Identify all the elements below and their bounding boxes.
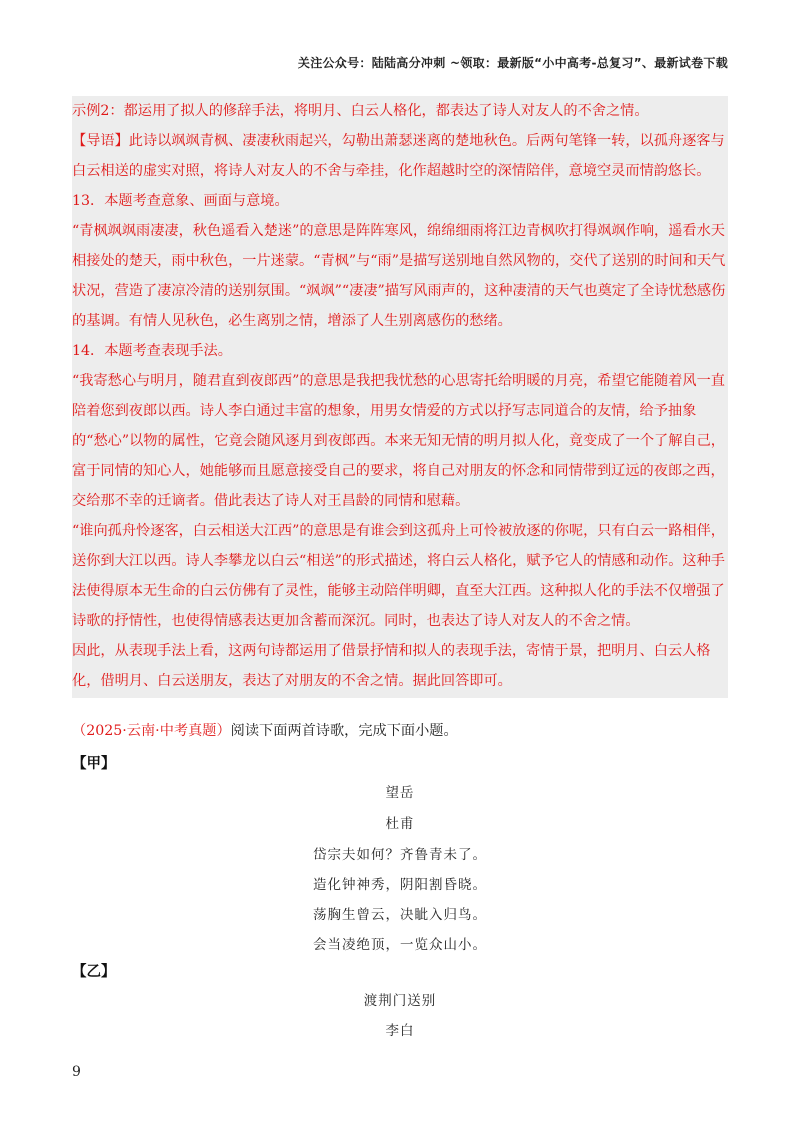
question-instruction: 阅读下面两首诗歌，完成下面小题。 — [230, 723, 458, 739]
conclusion-text: 因此，从表现手法上看，这两句诗都运用了借景抒情和拟人的表现手法，寄情于景，把明月、白云人格化，借明月、白云送朋友，表达了对朋友的不舍之情。据此回答即可。 — [72, 643, 711, 689]
poem1-line-1: 岱宗夫如何？齐鲁青未了。 — [313, 847, 487, 863]
poem2-label: 【乙】 — [72, 963, 116, 980]
page-header: 关注公众号：陆陆高分冲刺 ~领取：最新版“小中高考-总复习”、最新试卷下载 — [297, 56, 728, 70]
page-number: 9 — [72, 1064, 81, 1080]
poem1-author: 杜甫 — [385, 816, 415, 832]
q14-title: 14．本题考查表现手法。 — [72, 343, 232, 359]
guide-paragraph — [72, 126, 728, 186]
q14-text-1: “我寄愁心与明月，随君直到夜郎西”的意思是我把我忧愁的心思寄托给明暖的月亮，希望它能随着风一直陪着您到夜郎以西。诗人李白通过丰富的想象，用男女情爱的方式以抒写志同道合的友情，给予抽象的“愁心”以物的属性，它竟会随风逐月到夜郎西。本来无知无情的明月拟人化，竟变成了一个了解自己，富于同情的知心人，她能够而且愿意接受自己的要求，将自己对朋友的怀念和同情带到辽远的夜郎之西，交给那不幸的迁谪者。借此表达了诗人对王昌龄的同情和慰藉。 — [72, 373, 725, 509]
poem1-line-2: 造化钟神秀，阴阳割昏晓。 — [313, 877, 487, 893]
question-intro — [72, 717, 728, 745]
poem1-label: 【甲】 — [72, 755, 116, 772]
q13-title: 13．本题考查意象、画面与意境。 — [72, 193, 289, 209]
poem2-title: 渡荆门送别 — [363, 993, 437, 1009]
poem1-line-3: 荡胸生曾云，决眦入归鸟。 — [313, 907, 487, 923]
poem1-line-4: 会当凌绝顶，一览众山小。 — [313, 937, 487, 953]
guide-tag: 【导语】 — [72, 133, 129, 149]
q14-text-2: “谁向孤舟怜逐客，白云相送大江西”的意思是有谁会到这孤舟上可怜被放逐的你呢，只有白云一路相伴，送你到大江以西。诗人李攀龙以白云“相送”的形式描述，将白云人格化，赋予它人的情感和动作。这种手法使得原本无生命的白云仿佛有了灵性，能够主动陪伴明卿，直至大江西。这种拟人化的手法不仅增强了诗歌的抒情性，也使得情感表达更加含蓄而深沉。同时，也表达了诗人对友人的不舍之情。 — [72, 523, 725, 629]
guide-text: 此诗以飒飒青枫、凄凄秋雨起兴，勾勒出萧瑟迷离的楚地秋色。后两句笔锋一转，以孤舟逐客与白云相送的虚实对照，将诗人对友人的不舍与牵挂，化作超越时空的深情陪伴，意境空灵而情韵悠长。 — [72, 133, 725, 179]
question-source: （2025·云南·中考真题） — [72, 723, 231, 739]
poem1-title: 望岳 — [385, 785, 415, 801]
example-2-text: 示例2：都运用了拟人的修辞手法，将明月、白云人格化，都表达了诗人对友人的不舍之情。 — [72, 103, 649, 119]
q13-text: “青枫飒飒雨凄凄，秋色遥看入楚迷”的意思是阵阵寒风，绵绵细雨将江边青枫吹打得飒飒作响，遥看水天相接处的楚天，雨中秋色，一片迷蒙。“青枫”与“雨”是描写送别地自然风物的，交代了送别的时间和天气状况，营造了凄凉冷清的送别氛围。“飒飒”“凄凄”描写风雨声的，这种凄清的天气也奠定了全诗忧愁感伤的基调。有情人见秋色，必生离别之情，增添了人生别离感伤的愁绪。 — [72, 223, 726, 329]
poem2-author: 李白 — [385, 1023, 415, 1039]
answer-explanation-block — [72, 96, 728, 698]
